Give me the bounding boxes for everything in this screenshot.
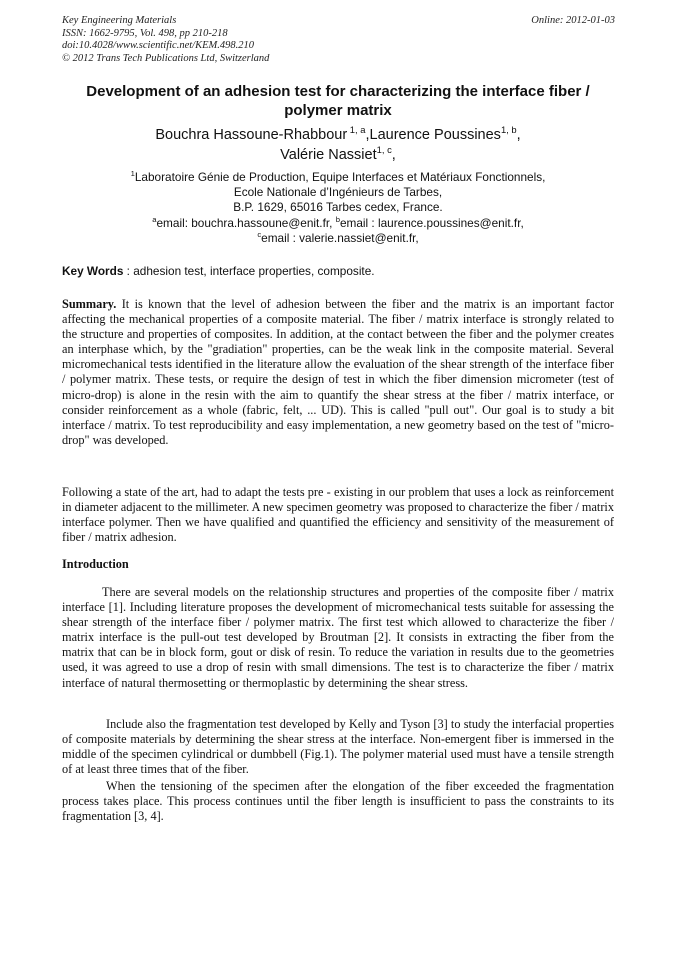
affiliation-address: B.P. 1629, 65016 Tarbes cedex, France.: [233, 200, 443, 215]
doi-line[interactable]: doi:10.4028/www.scientific.net/KEM.498.210: [62, 40, 254, 51]
email-sup: b: [335, 214, 340, 224]
author-name: Bouchra Hassoune-Rhabbour: [155, 127, 348, 143]
paragraph-text: There are several models on the relationship structures and properties of the composite fiber / matrix interface [1]. Including literature proposes the development of micromechanical tests suitable for assessing the shear strength of the interface fiber / polymer matrix. The first test which allowed to characterize the fiber / matrix interface is the pull-out test developed by Broutman [2]. It consists in extracting the fiber from the matrix that can be in block form, gout or disk of resin. To reduce the variation in results due to the geometries used, it was agreed to use a drop of resin with small dimensions. The test is to characterize the fiber / matrix interface of natural thermosetting or thermoplastic by determining the shear stress.: [62, 585, 614, 690]
body-paragraph: Following a state of the art, had to adapt the tests pre - existing in our problem that uses a lock as reinforcement in diameter adjacent to the millimeter. A new specimen geometry was proposed to characterize the fiber / matrix interface polymer. Then we have qualified and quantified the efficiency and sensitivity of the measurement of fiber / matrix adhesion.: [62, 485, 614, 545]
affiliation-school: Ecole Nationale d’Ingénieurs de Tarbes,: [233, 185, 443, 200]
email-a[interactable]: email: bouchra.hassoune@enit.fr,: [156, 215, 336, 230]
affiliation-line: [60, 170, 616, 185]
paragraph-text: When the tensioning of the specimen after the elongation of the fiber exceeded the fragmentation process takes place. This process continues until the fiber length is insufficient to pass the constraints to its fragmentation [3, 4].: [62, 779, 614, 824]
journal-name: Key Engineering Materials: [62, 15, 177, 26]
issn-line: ISSN: 1662-9795, Vol. 498, pp 210-218: [62, 27, 228, 39]
email-c[interactable]: email : valerie.nassiet@enit.fr,: [261, 230, 419, 245]
author-name: Valérie Nassiet: [280, 147, 377, 163]
affiliation-lab: Laboratoire Génie de Production, Equipe Interfaces et Matériaux Fonctionnels,: [134, 170, 546, 184]
paper-title: Development of an adhesion test for characterizing the interface fiber / polymer matrix: [86, 83, 590, 119]
email-sup: c: [257, 229, 262, 239]
author-line-1: Bouchra Hassoune-Rhabbour $^{1, a}$,Laurence Poussines$^{1, b}$,: [155, 124, 521, 143]
affiliation-block: [60, 170, 616, 246]
author-name: Laurence Poussines: [369, 127, 501, 143]
body-paragraph: [62, 585, 614, 691]
email-line: [60, 231, 616, 246]
summary-label: Summary.: [62, 297, 117, 311]
affiliation-number: 1: [130, 169, 135, 179]
email-b[interactable]: email : laurence.poussines@enit.fr,: [339, 215, 524, 230]
author-list: [60, 125, 616, 165]
body-paragraph: [62, 779, 614, 824]
section-heading: Introduction: [62, 557, 129, 571]
keywords-text: : adhesion test, interface properties, composite.: [123, 264, 375, 278]
paragraph-text: Include also the fragmentation test developed by Kelly and Tyson [3] to study the interfacial properties of composite materials by determining the shear stress at the interface. Non-emergent fiber is immersed in the middle of the specimen cylindrical or dumbbell (Fig.1). The polymer material used must have a tensile strength of at least three times that of the fiber.: [62, 717, 614, 777]
author-superscript: 1, b: [500, 124, 517, 136]
online-date: Online: 2012-01-03: [531, 15, 615, 26]
keywords-label: Key Words: [62, 264, 124, 278]
summary-paragraph: [62, 297, 614, 448]
journal-metadata: [62, 15, 269, 65]
body-paragraph: [62, 717, 614, 777]
keywords: [62, 264, 614, 279]
email-sup: a: [152, 214, 157, 224]
copyright-line: © 2012 Trans Tech Publications Ltd, Switzerland: [62, 52, 270, 64]
summary-text: It is known that the level of adhesion between the fiber and the matrix is an important factor affecting the mechanical properties of a composite material. The fiber / matrix interface is strongly related to the structure and properties of composites. In addition, at the contact between the fiber and the polymer creates an interphase which, by the "gradiation" properties, can be the weak link in the composite material. Several micromechanical tests identified in the literature allow the evaluation of the shear strength of the interface fiber / polymer matrix. These tests, or require the design of test in which the fiber dimension micrometer (test of micro-drop) is alone in the resin with the aim to quantify the shear stress at the fiber / matrix interface, or consider reinforcement as a whole (fabric, felt, ... UD). This is called "pull out". Our goal is to study a bit interface / matrix. To test reproducibility and easy implementation, a new geometry based on the test of "micro-drop" was developed.: [62, 297, 614, 447]
email-line: [60, 216, 616, 231]
author-superscript: 1, c: [376, 144, 392, 156]
author-superscript: 1, a: [349, 124, 366, 136]
author-line-2: Valérie Nassiet$^{1, c}$,: [280, 144, 396, 163]
